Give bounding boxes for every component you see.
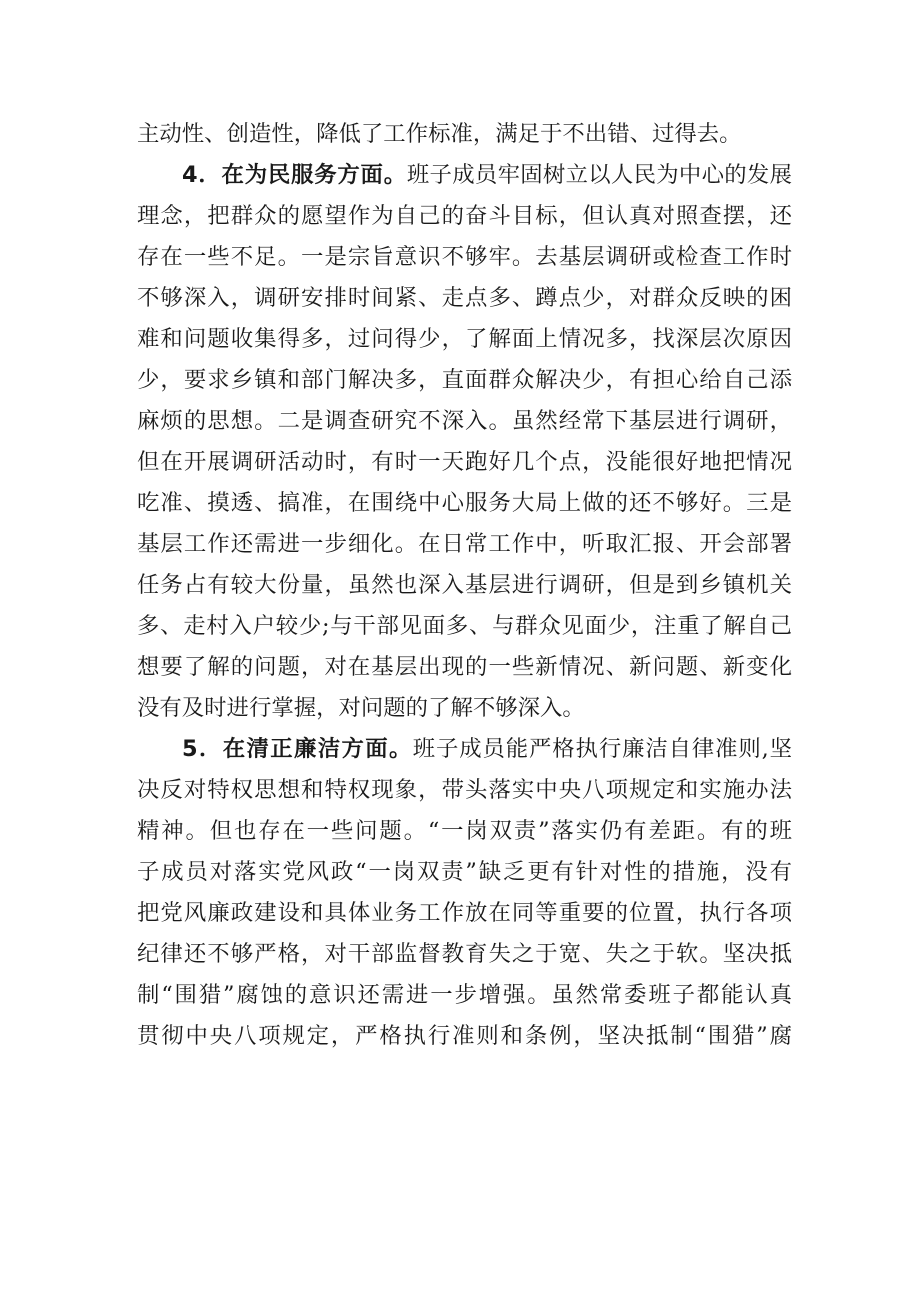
body-line: 吃准、摸透、搞准，在围绕中心服务大局上做的还不够好。三是 bbox=[137, 490, 792, 516]
body-line: 主动性、创造性，降低了工作标准，满足于不出错、过得去。 bbox=[137, 121, 742, 147]
section-4-heading: 4．在为民服务方面。 bbox=[182, 162, 407, 188]
body-line: 把党风廉政建设和具体业务工作放在同等重要的位置，执行各项 bbox=[137, 900, 792, 926]
body-line: 基层工作还需进一步细化。在日常工作中，听取汇报、开会部署 bbox=[137, 531, 792, 557]
body-line: 存在一些不足。一是宗旨意识不够牢。去基层调研或检查工作时 bbox=[137, 244, 792, 270]
body-line: 但在开展调研活动时，有时一天跑好几个点，没能很好地把情况 bbox=[137, 449, 792, 475]
section-5-heading-line: 5．在清正廉洁方面。班子成员能严格执行廉洁自律准则,坚 bbox=[182, 736, 792, 762]
body-line: 没有及时进行掌握，对问题的了解不够深入。 bbox=[137, 695, 585, 721]
body-line: 贯彻中央八项规定，严格执行准则和条例，坚决抵制“围猎”腐 bbox=[137, 1023, 792, 1049]
body-line: 任务占有较大份量，虽然也深入基层进行调研，但是到乡镇机关 bbox=[137, 572, 792, 598]
document-body bbox=[137, 114, 792, 1057]
body-line: 理念，把群众的愿望作为自己的奋斗目标，但认真对照查摆，还 bbox=[137, 203, 792, 229]
section-5-heading: 5．在清正廉洁方面。 bbox=[182, 736, 413, 762]
section-4-heading-line: 4．在为民服务方面。班子成员牢固树立以人民为中心的发展 bbox=[182, 162, 792, 188]
body-line: 纪律还不够严格，对干部监督教育失之于宽、失之于软。坚决抵 bbox=[137, 941, 792, 967]
body-line: 麻烦的思想。二是调查研究不深入。虽然经常下基层进行调研， bbox=[137, 408, 792, 434]
body-line: 少，要求乡镇和部门解决多，直面群众解决少，有担心给自己添 bbox=[137, 367, 792, 393]
body-line: 不够深入，调研安排时间紧、走点多、蹲点少，对群众反映的困 bbox=[137, 285, 792, 311]
body-line: 制“围猎”腐蚀的意识还需进一步增强。虽然常委班子都能认真 bbox=[137, 982, 792, 1008]
body-line: 想要了解的问题，对在基层出现的一些新情况、新问题、新变化 bbox=[137, 654, 792, 680]
body-line: 精神。但也存在一些问题。“一岗双责”落实仍有差距。有的班 bbox=[137, 818, 792, 844]
body-line: 难和问题收集得多，过问得少，了解面上情况多，找深层次原因 bbox=[137, 326, 792, 352]
body-line: 决反对特权思想和特权现象，带头落实中央八项规定和实施办法 bbox=[137, 777, 792, 803]
body-line: 多、走村入户较少;与干部见面多、与群众见面少，注重了解自己 bbox=[137, 613, 792, 639]
body-line: 子成员对落实党风政“一岗双责”缺乏更有针对性的措施，没有 bbox=[137, 859, 792, 885]
